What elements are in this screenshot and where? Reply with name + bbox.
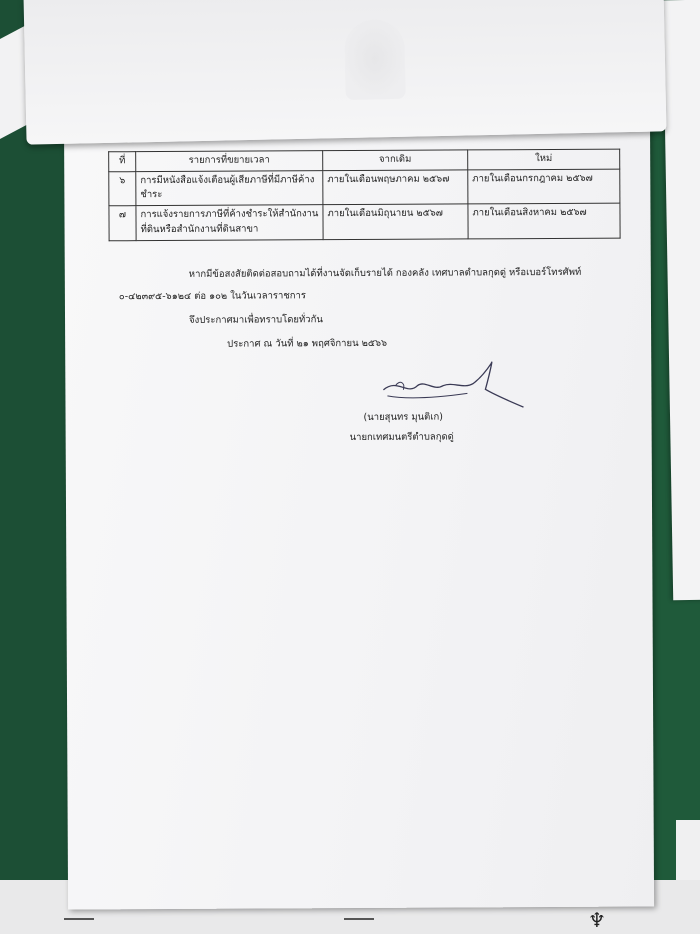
header-from: จากเดิม [323, 150, 468, 170]
row-item: การแจ้งรายการภาษีที่ค้างชำระให้สำนักงานที่ดินหรือสำนักงานที่ดินสาขา [136, 205, 323, 240]
header-no: ที่ [109, 152, 136, 172]
contact-paragraph-line2: ๐-๔๒๓๙๕-๖๑๒๔ ต่อ ๑๐๒ ในวันเวลาราชการ [118, 290, 307, 303]
row-item: การมีหนังสือแจ้งเตือนผู้เสียภาษีที่มีภาษีค้างชำระ [136, 170, 323, 205]
faint-emblem-icon [344, 19, 406, 100]
row-from: ภายในเดือนพฤษภาคม ๒๕๖๗ [323, 170, 468, 205]
table-row [109, 169, 620, 206]
row-number: ๗ [109, 206, 136, 241]
row-from: ภายในเดือนมิถุนายน ๒๕๖๗ [323, 204, 468, 239]
bottom-dash-mark [344, 918, 374, 920]
signatory-title: นายกเทศมนตรีตำบลกุดดู่ [349, 431, 454, 444]
signatory-name: (นายสุนทร มุนติเก) [363, 411, 443, 423]
header-new: ใหม่ [468, 149, 620, 170]
announce-line: จึงประกาศมาเพื่อทราบโดยทั่วกัน [189, 314, 323, 326]
row-new: ภายในเดือนสิงหาคม ๒๕๖๗ [468, 203, 620, 238]
garuda-emblem-icon: ♆ [588, 908, 606, 932]
bottom-dash-mark [64, 918, 94, 920]
table-row [109, 203, 620, 240]
extension-table [108, 149, 620, 241]
document-page [64, 98, 654, 909]
background-paper-right [663, 0, 700, 600]
table-header-row [109, 149, 620, 171]
announce-date: ประกาศ ณ วันที่ ๒๑ พฤศจิกายน ๒๕๖๖ [227, 337, 388, 350]
row-number: ๖ [109, 171, 136, 206]
contact-paragraph-line1: หากมีข้อสงสัยติดต่อสอบถามได้ที่งานจัดเก็บรายได้ กองคลัง เทศบาลตำบลกุดดู่ หรือเบอร์โทรศัพท์ [188, 266, 582, 280]
header-item: รายการที่ขยายเวลา [136, 151, 323, 172]
folded-previous-page [24, 0, 667, 145]
row-new: ภายในเดือนกรกฎาคม ๒๕๖๗ [468, 169, 620, 204]
